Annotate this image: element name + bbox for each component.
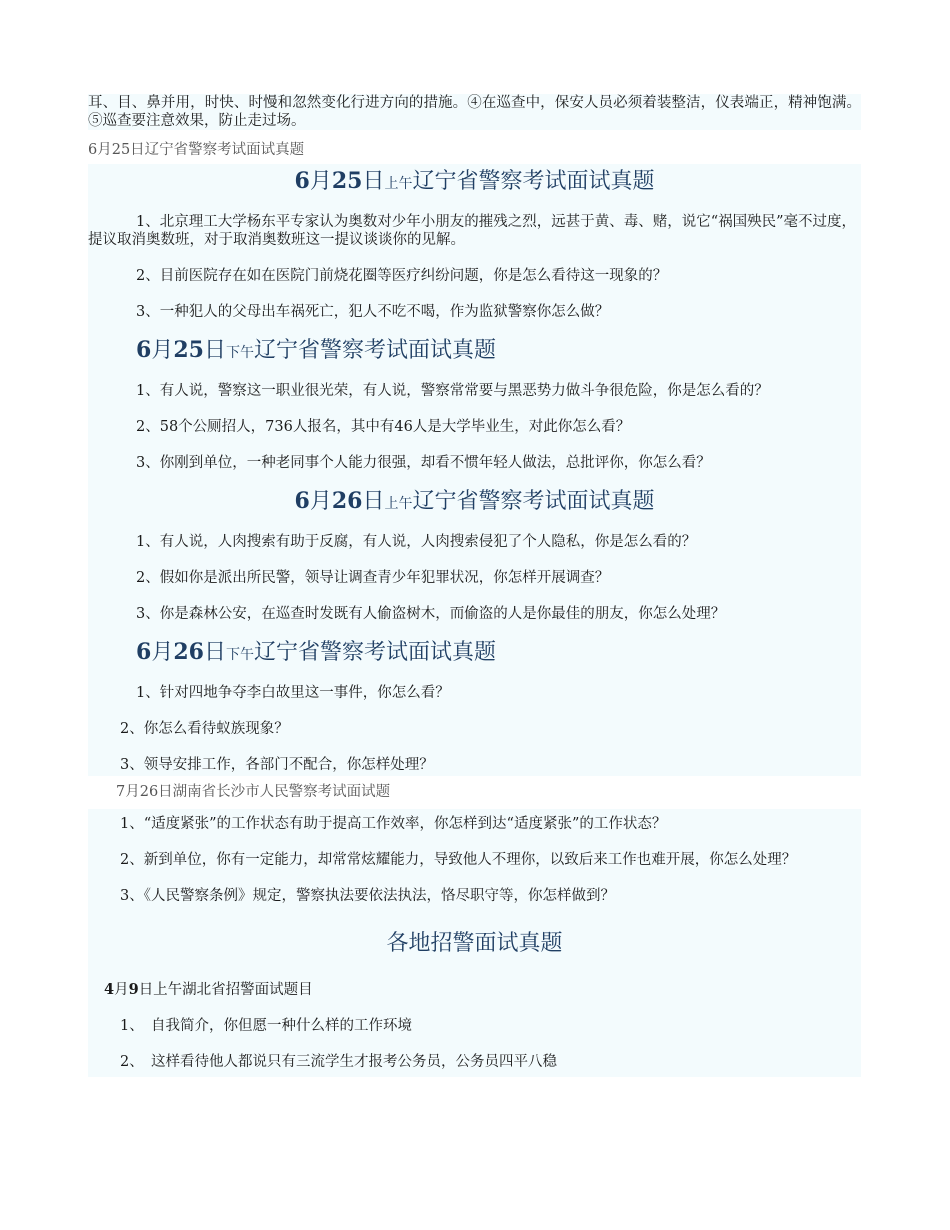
heading-title: 辽宁省警察考试面试真题 bbox=[253, 338, 496, 363]
question: 2、目前医院存在如在医院门前烧花圈等医疗纠纷问题，你是怎么看待这一现象的？ bbox=[136, 268, 668, 284]
sub-month-char: 月 bbox=[114, 982, 129, 998]
heading-title: 辽宁省警察考试面试真题 bbox=[412, 489, 655, 514]
question: 1、北京理工大学杨东平专家认为奥数对少年小朋友的摧残之烈，远甚于黄、毒、赌，说它“祸国殃民”毫不过度，提议取消奥数班，对于取消奥数班这一提议谈谈你的见解。 bbox=[88, 214, 857, 248]
heading-month-char: 月 bbox=[151, 640, 174, 665]
question: 2、58个公厕招人，736人报名，其中有46人是大学毕业生，对此你怎么看？ bbox=[136, 419, 631, 435]
question: 2、新到单位，你有一定能力，却常常炫耀能力，导致他人不理你，以致后来工作也难开展，你怎么处理？ bbox=[120, 852, 797, 868]
question: 3、领导安排工作，各部门不配合，你怎样处理？ bbox=[120, 757, 434, 773]
heading-day-month: 6 bbox=[136, 337, 152, 363]
heading-day-month: 6 bbox=[136, 639, 152, 665]
heading-halfday: 上午 bbox=[384, 176, 413, 192]
section-heading bbox=[88, 486, 861, 519]
heading-day: 26 bbox=[331, 488, 363, 514]
question: 3、你是森林公安，在巡查时发既有人偷盗树木，而偷盗的人是你最佳的朋友，你怎么处理？ bbox=[136, 606, 726, 622]
heading-day-char: 日 bbox=[362, 489, 385, 514]
intro-paragraph: 耳、目、鼻并用，时快、时慢和忽然变化行进方向的措施。④在巡查中，保安人员必须着装整洁，仪表端正，精神饱满。⑤巡查要注意效果，防止走过场。 bbox=[88, 95, 861, 129]
question: 2、 这样看待他人都说只有三流学生才报考公务员，公务员四平八稳 bbox=[120, 1054, 557, 1070]
section-heading bbox=[88, 166, 861, 199]
section-heading bbox=[88, 335, 861, 368]
heading-halfday: 下午 bbox=[225, 647, 254, 663]
section-hunan bbox=[88, 809, 861, 1077]
section-626-am bbox=[88, 472, 861, 623]
sub-month: 4 bbox=[104, 981, 115, 998]
section-625-am bbox=[88, 164, 861, 321]
note-liaoning-625 bbox=[88, 130, 861, 164]
sub-day: 9 bbox=[128, 981, 139, 998]
intro-block bbox=[88, 94, 861, 130]
question: 2、你怎么看待蚁族现象？ bbox=[120, 721, 289, 737]
heading-day-char: 日 bbox=[203, 338, 226, 363]
question: 1、“适度紧张”的工作状态有助于提高工作效率，你怎样到达“适度紧张”的工作状态？ bbox=[120, 816, 667, 832]
heading-halfday: 下午 bbox=[225, 345, 254, 361]
section-heading bbox=[88, 637, 861, 670]
heading-title: 辽宁省警察考试面试真题 bbox=[412, 169, 655, 194]
heading-month-char: 月 bbox=[309, 169, 332, 194]
heading-month-char: 月 bbox=[151, 338, 174, 363]
note-text: 7月26日湖南省长沙市人民警察考试面试题 bbox=[116, 784, 391, 800]
question: 1、有人说，人肉搜索有助于反腐，有人说，人肉搜索侵犯了个人隐私，你是怎么看的？ bbox=[136, 534, 697, 550]
section-625-pm bbox=[88, 321, 861, 472]
section-bg-liaoning bbox=[88, 164, 861, 776]
subheading-hubei-49 bbox=[88, 981, 861, 999]
question: 3、《人民警察条例》规定，警察执法要依法执法，恪尽职守等，你怎样做到？ bbox=[120, 888, 615, 904]
question: 3、你刚到单位，一种老同事个人能力很强，却看不惯年轻人做法，总批评你，你怎么看？ bbox=[136, 455, 711, 471]
question: 2、假如你是派出所民警，领导让调查青少年犯罪状况，你怎样开展调查？ bbox=[136, 570, 610, 586]
sub-rest: 日上午湖北省招警面试题目 bbox=[138, 982, 313, 998]
heading-day-char: 日 bbox=[203, 640, 226, 665]
note-text: 6月25日辽宁省警察考试面试真题 bbox=[88, 142, 305, 158]
heading-halfday: 上午 bbox=[384, 496, 413, 512]
heading-all-regions: 各地招警面试真题 bbox=[386, 931, 563, 956]
heading-day: 25 bbox=[331, 168, 363, 194]
question: 3、一种犯人的父母出车祸死亡，犯人不吃不喝，作为监狱警察你怎么做？ bbox=[136, 304, 610, 320]
heading-month-char: 月 bbox=[309, 489, 332, 514]
question: 1、 自我简介，你但愿一种什么样的工作环境 bbox=[120, 1018, 412, 1034]
heading-title: 辽宁省警察考试面试真题 bbox=[253, 640, 496, 665]
question: 1、针对四地争夺李白故里这一事件，你怎么看？ bbox=[136, 685, 450, 701]
question: 1、有人说，警察这一职业很光荣，有人说，警察常常要与黑恶势力做斗争很危险，你是怎么看的？ bbox=[136, 383, 769, 399]
note-hunan-726 bbox=[88, 776, 861, 809]
heading-day: 26 bbox=[173, 639, 204, 665]
heading-day-month: 6 bbox=[294, 168, 310, 194]
document-page bbox=[88, 94, 861, 1077]
heading-day: 25 bbox=[173, 337, 204, 363]
heading-day-char: 日 bbox=[362, 169, 385, 194]
section-626-pm bbox=[88, 623, 861, 776]
heading-day-month: 6 bbox=[294, 488, 310, 514]
